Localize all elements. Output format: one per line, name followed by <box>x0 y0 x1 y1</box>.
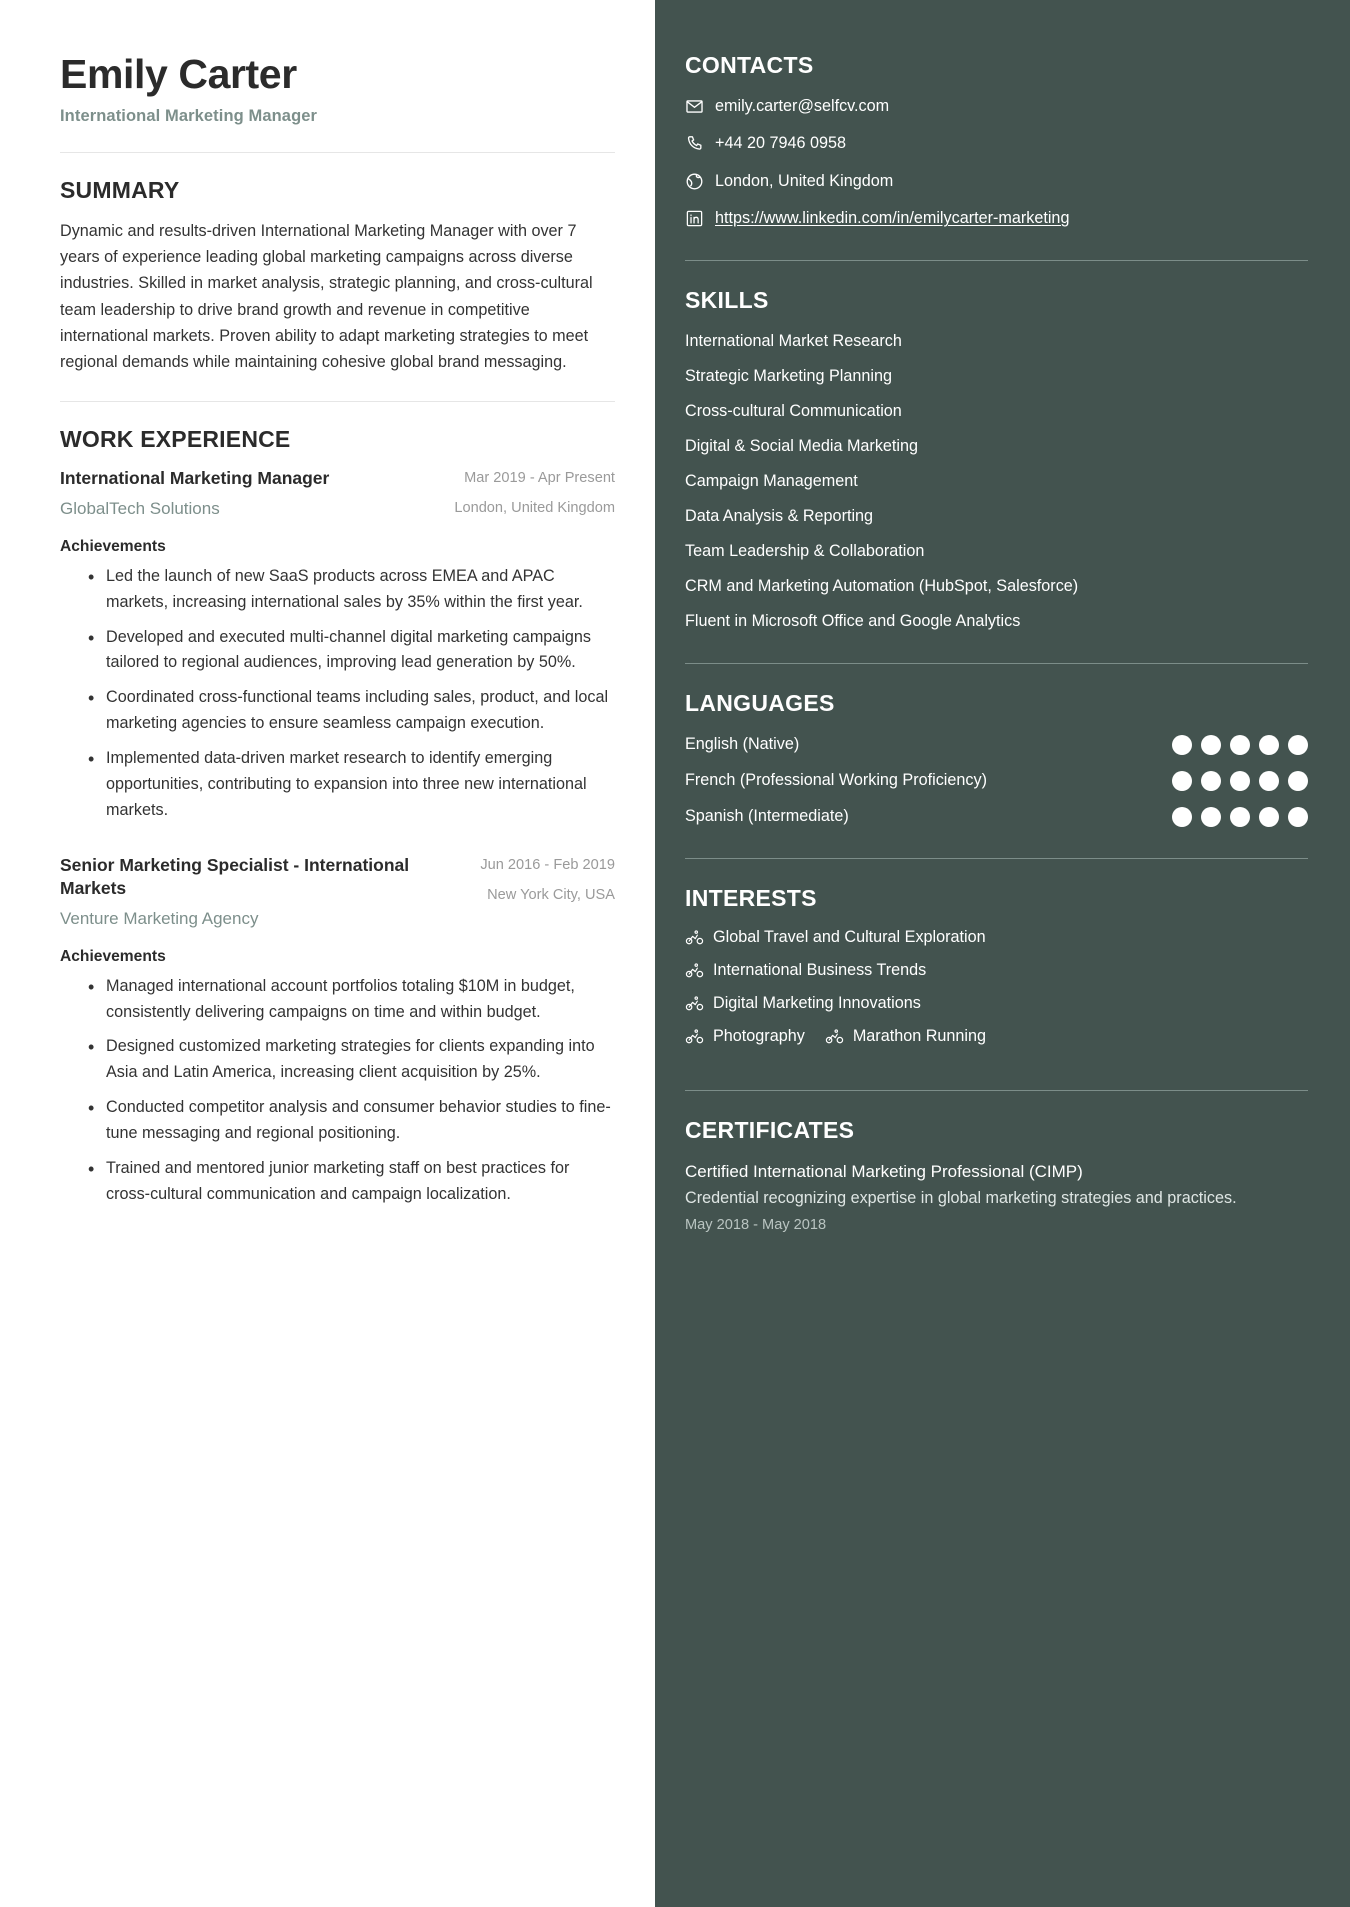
list-item: • Implemented data-driven market research to identify emerging opportunities, contributing to expansion into three new international markets. <box>60 746 615 824</box>
level-dot <box>1172 807 1192 827</box>
level-dot <box>1259 807 1279 827</box>
page-title: Emily Carter <box>60 51 297 97</box>
contact-phone-value: +44 20 7946 0958 <box>715 134 846 153</box>
phone-icon <box>685 134 704 153</box>
skill-item: Cross-cultural Communication <box>685 402 902 421</box>
contact-email-value: emily.carter@selfcv.com <box>715 97 890 115</box>
level-dot <box>1259 735 1279 755</box>
bicycle-icon <box>825 1027 844 1046</box>
job-company: GlobalTech Solutions <box>60 498 220 518</box>
certificate-date: May 2018 - May 2018 <box>685 1216 827 1233</box>
language-level-dots <box>1172 807 1308 827</box>
level-dot <box>1172 771 1192 791</box>
job-headline: International Marketing Manager <box>60 106 318 125</box>
list-item: • Coordinated cross-functional teams including sales, product, and local marketing agencies to ensure seamless campaign execution. <box>60 685 615 737</box>
interest-label: Global Travel and Cultural Exploration <box>713 928 986 947</box>
achievements-label: Achievements <box>60 537 166 555</box>
achievements-list <box>60 974 615 1208</box>
job-title: International Marketing Manager <box>60 468 330 489</box>
list-item: • Developed and executed multi-channel digital marketing campaigns tailored to regional audiences, improving lead generation by 50%. <box>60 625 615 677</box>
interest-label: Photography <box>713 1027 805 1046</box>
entry-header-left <box>60 854 464 930</box>
level-dot <box>1259 771 1279 791</box>
contact-location-value: London, United Kingdom <box>715 171 894 190</box>
skill-item: Team Leadership & Collaboration <box>685 542 925 561</box>
language-level-dots <box>1172 735 1308 755</box>
summary-section <box>60 177 615 375</box>
interest-item <box>685 1027 805 1046</box>
bicycle-icon <box>685 1027 704 1046</box>
interest-item <box>685 961 1308 980</box>
skill-item: Strategic Marketing Planning <box>685 367 892 386</box>
entry-header <box>60 854 615 930</box>
contact-location <box>685 170 1308 193</box>
interest-item <box>685 994 1308 1013</box>
sidebar <box>655 0 1350 1907</box>
skill-item: Campaign Management <box>685 472 858 491</box>
languages-heading: LANGUAGES <box>685 690 835 717</box>
language-item <box>685 805 1308 828</box>
interests-inline-row <box>685 1027 1308 1060</box>
header-block <box>60 52 615 126</box>
level-dot <box>1201 771 1221 791</box>
sidebar-divider <box>685 663 1308 664</box>
language-item <box>685 769 1308 792</box>
skill-item: International Market Research <box>685 332 902 351</box>
contact-linkedin[interactable] <box>685 207 1308 230</box>
list-item: • Conducted competitor analysis and consumer behavior studies to fine-tune messaging and regional positioning. <box>60 1095 615 1147</box>
list-item: • Managed international account portfolios totaling $10M in budget, consistently delivering campaigns on time and within budget. <box>60 974 615 1026</box>
contact-email[interactable] <box>685 95 1308 118</box>
skill-item: Digital & Social Media Marketing <box>685 437 919 456</box>
list-item: • Led the launch of new SaaS products across EMEA and APAC markets, increasing international sales by 35% within the first year. <box>60 564 615 616</box>
interest-label: Digital Marketing Innovations <box>713 994 921 1013</box>
globe-icon <box>685 172 704 191</box>
entry-header-right <box>480 854 615 903</box>
summary-heading: SUMMARY <box>60 176 180 203</box>
job-dates: Mar 2019 - Apr Present <box>464 470 615 487</box>
entry-header-left <box>60 467 438 519</box>
summary-text: Dynamic and results-driven International Marketing Manager with over 7 years of experience leading global marketing campaigns across diverse industries. Skilled in market analysis, strategic planning, and cross-cultural team leadership to drive brand growth and revenue in competitive international markets. Proven ability to adapt marketing strategies to meet regional demands while maintaining cohesive global brand messaging. <box>60 221 593 372</box>
interests-heading: INTERESTS <box>685 885 817 912</box>
sidebar-divider <box>685 260 1308 261</box>
languages-section <box>685 690 1308 828</box>
list-item: • Trained and mentored junior marketing staff on best practices for cross-cultural communication and campaign localization. <box>60 1156 615 1208</box>
interest-item <box>825 1027 986 1046</box>
interest-item <box>685 928 1308 947</box>
interest-label: Marathon Running <box>852 1027 986 1046</box>
certificate-description: Credential recognizing expertise in global marketing strategies and practices. <box>685 1188 1237 1207</box>
contacts-section <box>685 52 1308 230</box>
language-level-dots <box>1172 771 1308 791</box>
language-name: Spanish (Intermediate) <box>685 807 849 826</box>
interests-section <box>685 885 1308 1060</box>
skill-item: CRM and Marketing Automation (HubSpot, Salesforce) <box>685 577 1079 596</box>
certificate-item <box>685 1160 1308 1232</box>
skills-heading: SKILLS <box>685 287 769 314</box>
sidebar-divider <box>685 858 1308 859</box>
bicycle-icon <box>685 928 704 947</box>
contact-linkedin-value[interactable]: https://www.linkedin.com/in/emilycarter-marketing <box>715 209 1070 228</box>
bicycle-icon <box>685 994 704 1013</box>
level-dot <box>1201 735 1221 755</box>
job-title: Senior Marketing Specialist - International Markets <box>60 854 410 899</box>
work-experience-heading: WORK EXPERIENCE <box>60 426 291 453</box>
level-dot <box>1230 771 1250 791</box>
level-dot <box>1201 807 1221 827</box>
sidebar-divider <box>685 1090 1308 1091</box>
work-experience-entry <box>60 467 615 824</box>
level-dot <box>1288 735 1308 755</box>
job-company: Venture Marketing Agency <box>60 908 259 928</box>
main-column <box>0 0 655 1907</box>
job-dates: Jun 2016 - Feb 2019 <box>480 856 615 873</box>
entry-header-right <box>454 467 615 516</box>
language-item <box>685 733 1308 756</box>
interest-label: International Business Trends <box>713 961 927 980</box>
bicycle-icon <box>685 961 704 980</box>
divider <box>60 152 615 153</box>
job-location: New York City, USA <box>487 886 615 903</box>
job-location: London, United Kingdom <box>454 500 615 517</box>
achievements-list <box>60 564 615 824</box>
achievements-label: Achievements <box>60 947 166 965</box>
level-dot <box>1172 735 1192 755</box>
linkedin-icon <box>685 209 704 228</box>
language-name: English (Native) <box>685 735 800 754</box>
level-dot <box>1288 771 1308 791</box>
level-dot <box>1230 807 1250 827</box>
list-item: • Designed customized marketing strategies for clients expanding into Asia and Latin America, increasing client acquisition by 25%. <box>60 1034 615 1086</box>
work-experience-entry <box>60 854 615 1208</box>
level-dot <box>1288 807 1308 827</box>
divider <box>60 401 615 402</box>
envelope-icon <box>685 97 704 116</box>
contacts-heading: CONTACTS <box>685 52 814 78</box>
work-experience-section <box>60 426 615 1208</box>
certificates-heading: CERTIFICATES <box>685 1117 855 1144</box>
skills-section <box>685 287 1308 633</box>
skill-item: Fluent in Microsoft Office and Google Analytics <box>685 612 1021 631</box>
certificates-section <box>685 1117 1308 1232</box>
certificate-name: Certified International Marketing Professional (CIMP) <box>685 1162 1083 1182</box>
contact-phone[interactable] <box>685 132 1308 155</box>
level-dot <box>1230 735 1250 755</box>
language-name: French (Professional Working Proficiency) <box>685 771 987 790</box>
entry-header <box>60 467 615 519</box>
skill-item: Data Analysis & Reporting <box>685 507 874 526</box>
